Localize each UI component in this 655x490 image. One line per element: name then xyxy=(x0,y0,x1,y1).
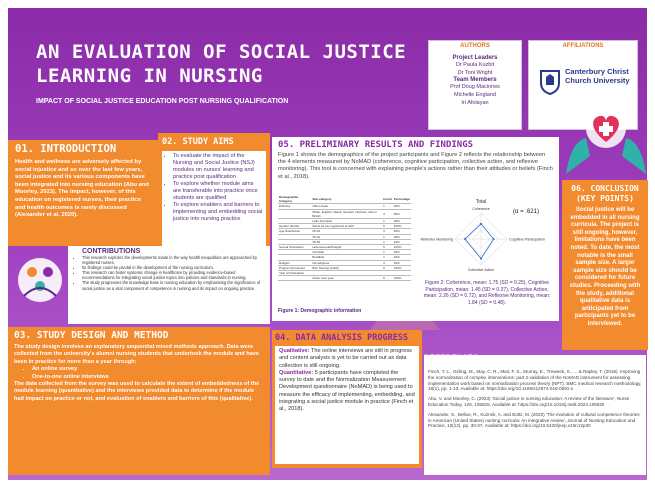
table-cell: 20% xyxy=(393,204,411,209)
radar-category-label: Collective Action xyxy=(467,268,495,272)
table-cell: 5 xyxy=(382,224,393,229)
table-cell: Age Distribution xyxy=(278,229,311,234)
radar-category-label: Cognitive Participation xyxy=(509,237,545,242)
table-cell: 3 xyxy=(382,229,393,234)
reference-item: Alexander, S., Bellue, R., Kuzmik, A. and Boltz, M. (2020) 'The evolution of cultural competence theories in American (United States) nursing curricula: An integrative review', Journal of Nursing Education and Practice, 10(12), pp. 30-37. Available at: https://doi.org/10.5430/jnep.v10n12p30 xyxy=(428,411,640,429)
table-cell: White: English, Welsh, Scottish, Northern Irish or British xyxy=(311,209,382,218)
quantitative-body: 5 participants have completed the survey to date and the Normalization Measurement Development questionnaire (NoMAD) is being used to measure the efficacy of implementing, embedding, and integrating a social justice module in practice (Finch et al., 2018). xyxy=(279,369,415,413)
conclusion-section xyxy=(562,180,648,350)
affiliations-heading: AFFILIATIONS xyxy=(562,43,604,49)
table-cell: 1 xyxy=(382,255,393,260)
table-cell: 100% xyxy=(393,224,411,229)
leader-name: Dr Paula Kuzbit xyxy=(455,62,495,68)
conclusion-heading: 06. CONCLUSION (KEY POINTS) xyxy=(571,184,639,203)
table-cell: 5 xyxy=(382,265,393,270)
group-hands-icon xyxy=(14,250,66,310)
table-cell: Heterosexual/Straight xyxy=(311,245,382,250)
table-header: Percentage xyxy=(393,195,411,204)
table-cell: 3 xyxy=(382,209,393,218)
table-cell: 45-54 xyxy=(311,239,382,244)
table-cell: 60% xyxy=(393,260,411,265)
contribution-item: • This research can foster systemic change in healthcare by providing evidence-based recommendations for integrating social justice topics into policies and standards in nursing. xyxy=(82,270,266,280)
table-cell: Same as sex registered at birth xyxy=(311,224,382,229)
radar-point xyxy=(464,238,466,240)
table-cell: 100% xyxy=(393,265,411,270)
table-cell: 20% xyxy=(393,255,411,260)
aim-item: • To explore whether module aims are transferable into practice once students are qualified xyxy=(173,181,263,202)
table-cell: 5 xyxy=(382,245,393,250)
authors-panel xyxy=(428,40,522,130)
table-cell: 100% xyxy=(393,276,411,281)
contribution-item: • This research explores the developments made in the way health inequalities are approached by registered nurses. xyxy=(82,255,266,265)
table-cell: 3 xyxy=(382,260,393,265)
table-cell: 1 xyxy=(382,219,393,224)
table-cell: 60% xyxy=(393,209,411,218)
study-design-heading: 03. STUDY DESIGN AND METHOD xyxy=(14,330,169,341)
conclusion-body: Social justice will be embedded in all nursing curricula. The project is still ongoing, however, limitations have been noted. To date, the most notable is the small sample size. A larger sample size should be considered for future studies. Proceeding with the study, additional qualitative data is anticipated from participants yet to be interviewed. xyxy=(569,207,641,327)
qualitative-body: The online interviews are still in progress and content analysis is yet to be carried out as data collection is still ongoing. xyxy=(279,348,412,369)
radar-point xyxy=(480,223,482,225)
team-member-name: Prof Doug Macinnes xyxy=(450,84,500,90)
table-cell xyxy=(278,209,311,218)
study-design-body: The study design involves an explanatory sequential mixed methods approach. Data were collected from the university's alumni nursing students that undertook the module and have been in practice for more than a year through: xyxy=(14,344,260,365)
table-header: Demographic Category xyxy=(278,195,311,204)
frame-top xyxy=(0,0,655,8)
table-cell: 1 xyxy=(382,250,393,255)
contribution-item: • The study progresses the knowledge base in nursing education by emphasising the significance of social justice as a vital component of competence in nursing and its impact on ongoing practice. xyxy=(82,280,266,290)
radar-category-label: Reflexive Monitoring xyxy=(420,237,453,242)
table-cell: Buddhist xyxy=(311,255,382,260)
radar-alpha-label: (α = .621) xyxy=(513,209,539,215)
demographic-table xyxy=(278,195,411,305)
method-item: • One-to-one online interviews xyxy=(32,374,264,381)
table-cell: 100% xyxy=(393,245,411,250)
table-cell: Christian xyxy=(311,250,382,255)
table-cell: Class: less year xyxy=(311,276,382,281)
method-item: • An online survey xyxy=(32,366,264,373)
table-cell: 20% xyxy=(393,219,411,224)
poster-subtitle: IMPACT OF SOCIAL JUSTICE EDUCATION POST NURSING QUALIFICATION xyxy=(36,98,289,105)
table-header: Sub-category xyxy=(311,195,382,204)
team-member-name: Iri Afolayan xyxy=(461,100,489,106)
radar-category-label: Coherence xyxy=(472,207,490,211)
data-analysis-panel xyxy=(275,346,419,464)
figure-2-caption: Figure 2: Coherence, mean: 1.75 (SD = 0.25), Cognitive Participation, mean: 1.45 (SD = 0.37), Collective Action, mean: 2.26 (SD = 0.72), and Reflexive Monitoring, mean: 1.84 (SD = 0.48). xyxy=(423,280,551,306)
introduction-body: Health and wellness are adversely affected by social injustice and so over the last few years, social justice and its various components have been integrated into nursing education (Abu and Moorley, 2023). The impact, however, of this education on registered nurses, their practice and health outcomes is rarely discussed (Alexander et al, 2020). xyxy=(15,159,149,219)
references-heading: REFERENCES xyxy=(424,354,479,364)
qualitative-label: Qualitative: xyxy=(279,348,310,354)
radar-title: Total xyxy=(475,199,487,205)
study-design-section xyxy=(8,327,270,475)
table-cell: Other Asian xyxy=(311,204,382,209)
table-cell: Gender Identity xyxy=(278,224,311,229)
reference-item: Finch, T. L., Girling, M., May, C. R., Mair, F. S., Murray, E., Treweek, S., ... & Rapley, T. (2018). Improving the normalization of complex interventions: part 2-validation of the NoMAD instrument for assessing implementation work based on normalization process theory (NPT). BMC medical research methodology, 18(1), pp. 1-13. Available at: https://doi.org/10.1186/s12874-018-0591-x xyxy=(428,369,642,392)
table-header-row xyxy=(278,195,411,204)
table-cell: 20% xyxy=(393,250,411,255)
table-cell xyxy=(278,276,311,281)
table-row xyxy=(278,276,411,281)
table-header: Count xyxy=(382,195,393,204)
results-heading: 05. PRELIMINARY RESULTS AND FINDINGS xyxy=(278,140,474,150)
reference-item: Abu, V. and Moorley, C. (2023) 'Social justice in nursing education: A review of the literature', Nurse Education Today, 126, 105825. Available at: https://doi.org/10.1016/j.nedt.2023.105825 xyxy=(428,396,630,407)
quantitative-label: Quantitative: xyxy=(279,369,314,376)
radar-point xyxy=(480,258,482,260)
aim-item: • To evaluate the impact of the Nursing and Social Justice (NSJ) modules on nurses' learning and practice post qualification xyxy=(173,153,263,181)
table-cell: Sexual Orientation xyxy=(278,245,311,250)
frame-bottom xyxy=(0,480,655,490)
university-logo-icon xyxy=(539,69,561,95)
poster-title: AN EVALUATION OF SOCIAL JUSTICE LEARNING IN NURSING xyxy=(36,41,407,87)
table-cell: Ethnicity xyxy=(278,204,311,209)
team-member-name: Michelle England xyxy=(454,92,496,98)
contributions-section xyxy=(68,246,270,324)
table-cell: Program Enrolment xyxy=(278,265,311,270)
project-leaders-label: Project Leaders xyxy=(452,55,498,61)
table-cell: Latin American xyxy=(311,219,382,224)
data-analysis-section xyxy=(272,330,422,468)
table-row xyxy=(278,209,411,218)
study-design-body-2: The data collected from the survey was used to calculate the extent of embeddedness of the module learning (quantitative) and the interviews provided data to determine if the module had impact on practice or not, and evaluation of enablers and barriers of this (qualitative). xyxy=(14,381,260,402)
university-name: Canterbury Christ Church University xyxy=(565,67,630,85)
team-members-label: Team Members xyxy=(453,77,497,83)
caring-hands-heart-icon xyxy=(560,98,652,178)
frame-left xyxy=(0,0,8,490)
introduction-heading: 01. INTRODUCTION xyxy=(15,143,117,155)
table-cell: 25-34 xyxy=(311,229,382,234)
table-cell: Religion xyxy=(278,260,311,265)
figure-1-caption: Figure 1: Demographic information xyxy=(278,308,362,314)
qualitative-paragraph xyxy=(279,348,415,370)
table-cell: 5 xyxy=(382,276,393,281)
table-cell: 35-44 xyxy=(311,234,382,239)
table-cell: 60% xyxy=(393,229,411,234)
introduction-section xyxy=(8,140,158,246)
table-cell: BSc Nursing (Adult) xyxy=(311,265,382,270)
table-cell: Year of Graduation xyxy=(278,271,311,276)
nomad-radar-chart xyxy=(414,195,548,275)
table-cell: 1 xyxy=(382,239,393,244)
results-section xyxy=(272,137,559,321)
contributions-heading: CONTRIBUTIONS xyxy=(82,248,141,255)
table-cell: 1 xyxy=(382,234,393,239)
quantitative-paragraph xyxy=(279,370,415,414)
table-cell: Nonreligious xyxy=(311,260,382,265)
table-cell: 20% xyxy=(393,234,411,239)
authors-heading: AUTHORS xyxy=(460,43,490,49)
table-cell: 1 xyxy=(382,204,393,209)
results-body: Figure 1 shows the demographics of the project participants and Figure 2 reflects the relationship between the 4 elements measured by NoMAD (coherence, cognitive participation, collective action, and reflexive monitoring). This tool is concerned with explaining people's actions rather than their attitudes or beliefs (Finch et al., 2018). xyxy=(278,152,553,180)
contribution-item: • Its findings could be pivotal in the development of the nursing curriculum. xyxy=(82,265,266,270)
leader-name: Dr Toni Wright xyxy=(457,70,493,76)
table-cell: 20% xyxy=(393,239,411,244)
study-aims-heading: 02. STUDY AIMS xyxy=(162,137,234,147)
data-analysis-heading: 04. DATA ANALYSIS PROGRESS xyxy=(275,333,419,343)
aim-item: • To explore enablers and barriers to implementing and embedding social justice into nursing practice xyxy=(173,202,263,223)
radar-point xyxy=(493,238,495,240)
references-section xyxy=(424,355,646,475)
frame-right xyxy=(647,0,655,490)
